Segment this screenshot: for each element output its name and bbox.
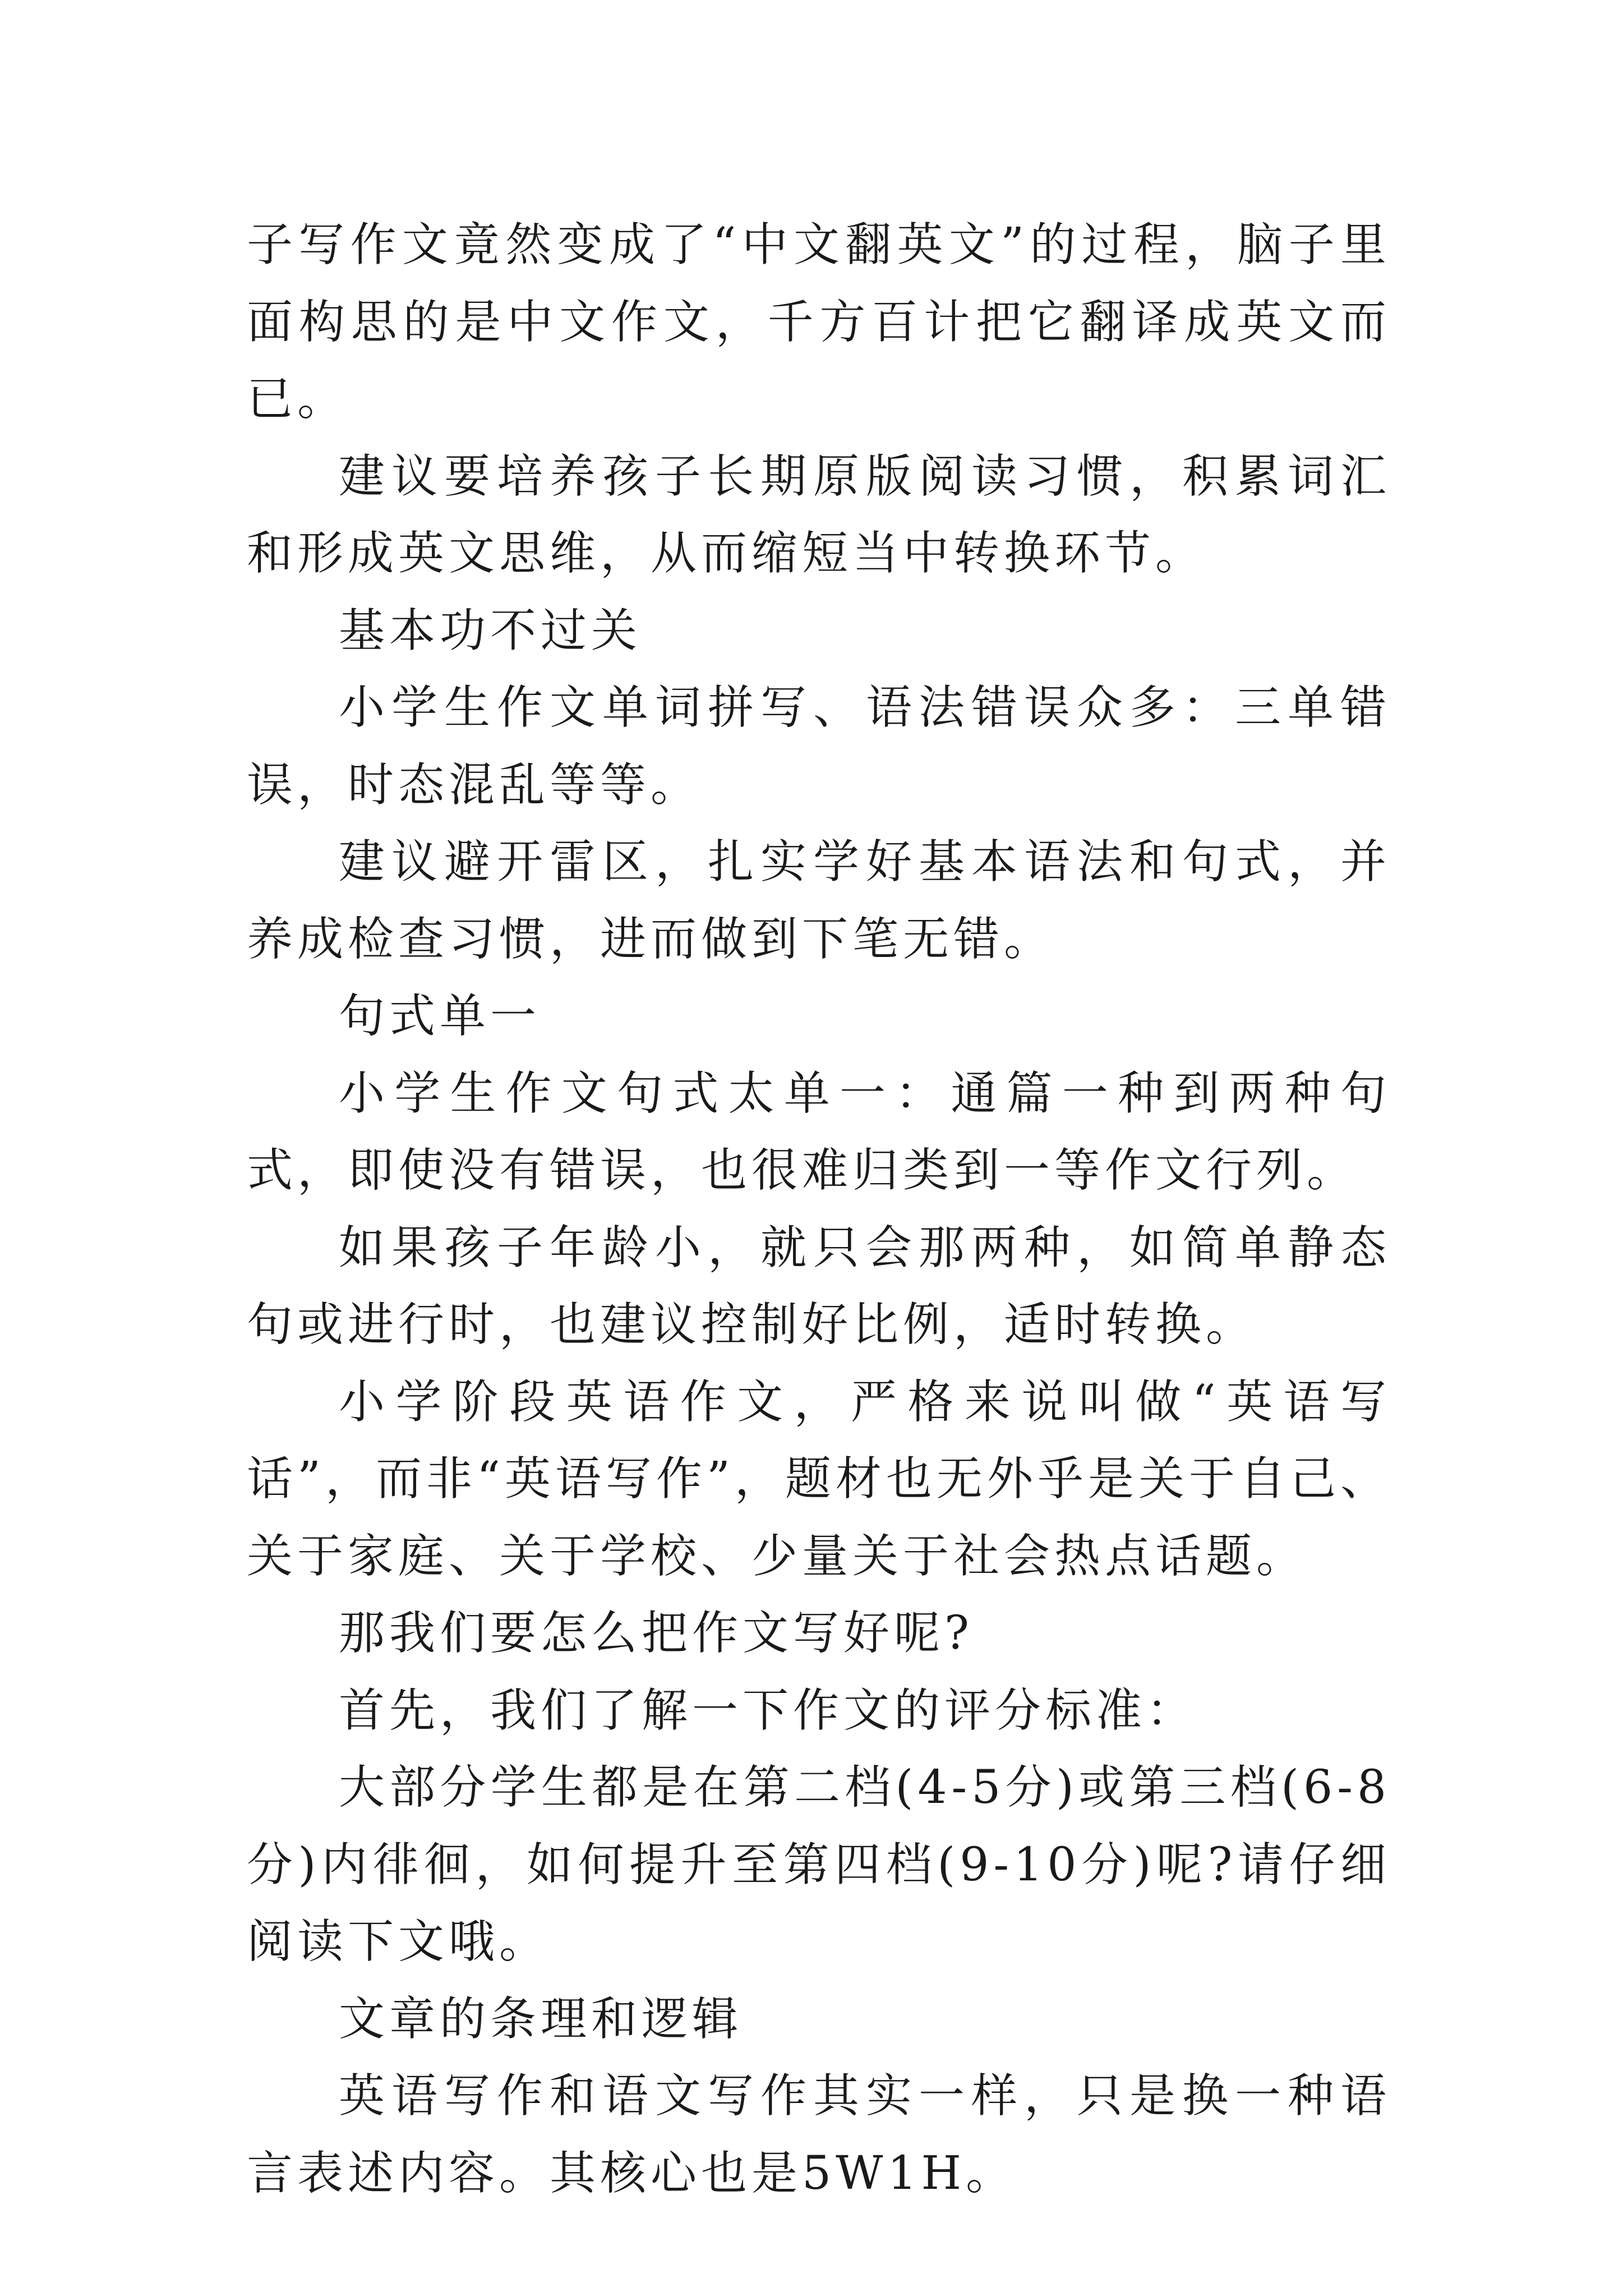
paragraph: 大部分学生都是在第二档(4-5分)或第三档(6-8分)内徘徊，如何提升至第四档(9-10分)呢?请仔细阅读下文哦。 <box>247 1761 1391 1968</box>
paragraph: 如果孩子年龄小，就只会那两种，如简单静态句或进行时，也建议控制好比例，适时转换。 <box>247 1221 1391 1351</box>
paragraph: 那我们要怎么把作文写好呢? <box>339 1607 974 1660</box>
paragraph: 小学生作文单词拼写、语法错误众多：三单错误，时态混乱等等。 <box>247 681 1391 812</box>
section-heading: 句式单一 <box>339 990 541 1043</box>
paragraph: 建议避开雷区，扎实学好基本语法和句式，并养成检查习惯，进而做到下笔无错。 <box>247 835 1391 966</box>
document-body <box>247 206 1391 2212</box>
paragraph: 建议要培养孩子长期原版阅读习惯，积累词汇和形成英文思维，从而缩短当中转换环节。 <box>247 449 1391 580</box>
paragraph: 小学阶段英语作文，严格来说叫做“英语写话”，而非“英语写作”，题材也无外乎是关于自己、关于家庭、关于学校、少量关于社会热点话题。 <box>247 1375 1391 1583</box>
section-heading: 基本功不过关 <box>339 604 642 657</box>
paragraph-continued: 子写作文竟然变成了“中文翻英文”的过程，脑子里面构思的是中文作文，千方百计把它翻译成英文而已。 <box>247 218 1391 426</box>
paragraph: 首先，我们了解一下作文的评分标准： <box>339 1683 1197 1737</box>
section-heading: 文章的条理和逻辑 <box>339 1992 743 2046</box>
paragraph: 小学生作文句式太单一：通篇一种到两种句式，即使没有错误，也很难归类到一等作文行列。 <box>247 1066 1391 1197</box>
paragraph: 英语写作和语文写作其实一样，只是换一种语言表述内容。其核心也是5W1H。 <box>247 2069 1391 2200</box>
